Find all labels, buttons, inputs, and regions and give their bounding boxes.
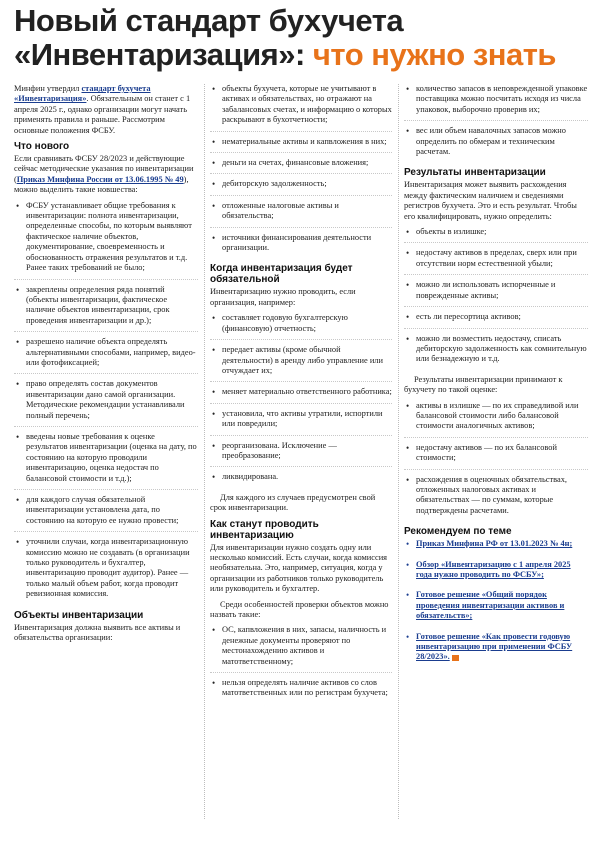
list-item: • ОС, капвложения в них, запасы, наличность и денежные документы проверяют по местонахождению активов и матответственному;: [210, 625, 392, 673]
standard-link[interactable]: стандарт бухучета «Инвентаризация»: [14, 84, 151, 104]
list-item: • реорганизована. Исключение — преобразование;: [210, 441, 392, 468]
results-list: [404, 227, 588, 370]
how-text-2: Среди особенностей проверки объектов можно назвать такие:: [210, 599, 389, 619]
column-1: [14, 84, 198, 648]
section-heading-how: Как станут проводить инвентаризацию: [210, 518, 319, 541]
list-item: • право определять состав документов инвентаризации дано самой организации. Методические рекомендации устанавливали полный перечень;: [14, 379, 198, 427]
column-3: [404, 84, 588, 673]
recommended-item: [404, 560, 588, 586]
intro-paragraph: [14, 84, 198, 136]
new-intro: [14, 154, 198, 196]
column-divider: [398, 84, 399, 819]
list-item: • передает активы (кроме обычной деятельности) в аренду либо управление или отчуждает их;: [210, 345, 392, 382]
list-item: • активы в излишке — по их справедливой или балансовой стоимости либо балансовой стоимости аналогичных активов;: [404, 401, 588, 438]
rec-link-order[interactable]: Приказ Минфина РФ от 13.01.2023 № 4н;: [416, 539, 573, 549]
column-2: [210, 84, 392, 709]
intro-text-rest: . Обязательным он станет с 1 апреля 2025 г., однако организации могут начать применять правила и раньше. Рассмотрим основные положения ФСБУ.: [14, 94, 191, 135]
list-item: • установила, что активы утратили, испортили или повредили;: [210, 409, 392, 436]
rec-link-solution-annual[interactable]: Готовое решение «Как провести годовую инвентаризацию при применении ФСБУ 28/2023».: [416, 631, 573, 662]
new-text-rest: ), можно выделить такие новшества:: [14, 174, 189, 195]
list-item: • вес или объем навалочных запасов можно определить по обмерам и техническим расчетам.: [404, 126, 588, 162]
list-item: • ФСБУ устанавливает общие требования к инвентаризации: полнота инвентаризации, определенные способы, по которым выявляют фактическое наличие объектов, документирование, своевременность и обоснованность отражения результатов и т.д. Ранее таких требований не было;: [14, 201, 198, 280]
list-item: • уточнили случаи, когда инвентаризационную комиссию можно не создавать (в организации только руководитель и бухгалтер, инвентаризацию проводит аудитор). Ранее — только малый объем работ, когда проводит ревизионная комиссия.: [14, 537, 198, 604]
column-divider: [204, 84, 205, 819]
list-item: • нельзя определять наличие активов со слов матответственных или по регистрам бухучета;: [210, 678, 392, 704]
recommended-list: [404, 539, 588, 668]
list-item: • расхождения в оценочных обязательствах, отложенных налоговых активах и обязательствах — по суммам, которые подтверждены расчетами.: [404, 475, 588, 522]
rec-link-review[interactable]: Обзор «Инвентаризацию с 1 апреля 2025 года нужно проводить по ФСБУ»;: [416, 559, 571, 579]
when-note: Для каждого из случаев предусмотрен свой срок инвентаризации.: [210, 492, 376, 513]
check-list: [404, 84, 588, 162]
when-intro: Инвентаризацию нужно проводить, если организация, например:: [210, 287, 356, 307]
list-item: • разрешено наличие объекта определять альтернативными способами, например, видео- или фотофиксацией;: [14, 337, 198, 374]
list-item: • недостачу активов в пределах, сверх или при отсутствии норм естественной убыли;: [404, 248, 588, 275]
title-accent: что нужно знать: [312, 37, 556, 72]
section-heading-when: Когда инвентаризация будет обязательной: [210, 263, 353, 286]
list-item: • объекты в излишке;: [404, 227, 588, 243]
list-item: • объекты бухучета, которые не учитывают в активах и обязательствах, но отражают на забалансовых счетах, и информацию о которых раскрывают в бухотчетности;: [210, 84, 392, 132]
list-item: • можно ли использовать испорченные и поврежденные активы;: [404, 280, 588, 307]
objects-list: [210, 84, 392, 258]
list-item: • деньги на счетах, финансовые вложения;: [210, 158, 392, 174]
section-heading-results: Результаты инвентаризации: [404, 167, 546, 179]
order-49-link[interactable]: Приказ Минфина России от 13.06.1995 № 49: [16, 174, 184, 184]
title-main: Новый стандарт бухучета «Инвентаризация»:: [14, 3, 404, 72]
list-item: • источники финансирования деятельности организации.: [210, 233, 392, 259]
list-item: • есть ли пересортица активов;: [404, 312, 588, 328]
how-text-1: Для инвентаризации нужно создать одну или несколько комиссий. Есть случаи, когда комиссия необязательна. Это, например, ситуация, когда у организации из работников только руководитель или руководитель и бухгалтер.: [210, 542, 388, 594]
list-item: • недостачу активов — по их балансовой стоимости;: [404, 443, 588, 470]
section-heading-objects: Объекты инвентаризации: [14, 609, 144, 621]
list-item: • составляет годовую бухгалтерскую (финансовую) отчетность;: [210, 313, 392, 340]
objects-intro: Инвентаризация должна выявить все активы и обязательства организации:: [14, 622, 181, 643]
evaluation-list: [404, 401, 588, 522]
list-item: • ликвидирована.: [210, 472, 392, 487]
section-heading-new: Что нового: [14, 141, 70, 153]
list-item: • количество запасов в неповрежденной упаковке поставщика можно посчитать исходя из числа упаковок, выборочно проверив их;: [404, 84, 588, 121]
recommended-item: [404, 590, 588, 626]
novelties-list: [14, 201, 198, 605]
how-list: [210, 625, 392, 703]
list-item: • можно ли возместить недостачу, списать дебиторскую задолженность как сомнительную или безнадежную и т.д.: [404, 334, 588, 370]
list-item: • меняет материально ответственного работника;: [210, 387, 392, 403]
list-item: • нематериальные активы и капвложения в них;: [210, 137, 392, 153]
new-text: Если сравнивать ФСБУ 28/2023 и действующие сейчас методические указания по инвентаризации (: [14, 154, 194, 184]
list-item: • введены новые требования к оценке результатов инвентаризации (оценка на дату, по состоянию на которую проводили инвентаризацию, оценка недостач по балансовой стоимости и т.д.);: [14, 432, 198, 490]
section-heading-recommended: Рекомендуем по теме: [404, 526, 512, 538]
recommended-item: [404, 632, 588, 668]
list-item: • отложенные налоговые активы и обязательства;: [210, 201, 392, 228]
list-item: • для каждого случая обязательной инвентаризации установлена дата, по состоянию на которую ее нужно провести;: [14, 495, 198, 532]
rec-link-solution-general[interactable]: Готовое решение «Общий порядок проведения инвентаризации активов и обязательств»;: [416, 590, 565, 621]
list-item: • закреплены определения ряда понятий (объекты инвентаризации, фактическое наличие объектов инвентаризации, срок проведения инвентаризации и др.);: [14, 285, 198, 333]
recommended-item: [404, 539, 588, 554]
list-item: • дебиторскую задолженность;: [210, 179, 392, 195]
results-note: Результаты инвентаризации принимают к бухучету по такой оценке:: [404, 374, 563, 395]
end-of-article-icon: [452, 655, 459, 661]
article-title: [14, 4, 594, 72]
when-list: [210, 313, 392, 487]
results-intro: Инвентаризация может выявить расхождения между фактическим наличием и сведениями регистров бухучета. Это и есть результат. Чтобы его квалифицировать, нужно определить:: [404, 180, 577, 221]
intro-text: Минфин утвердил: [14, 84, 80, 93]
